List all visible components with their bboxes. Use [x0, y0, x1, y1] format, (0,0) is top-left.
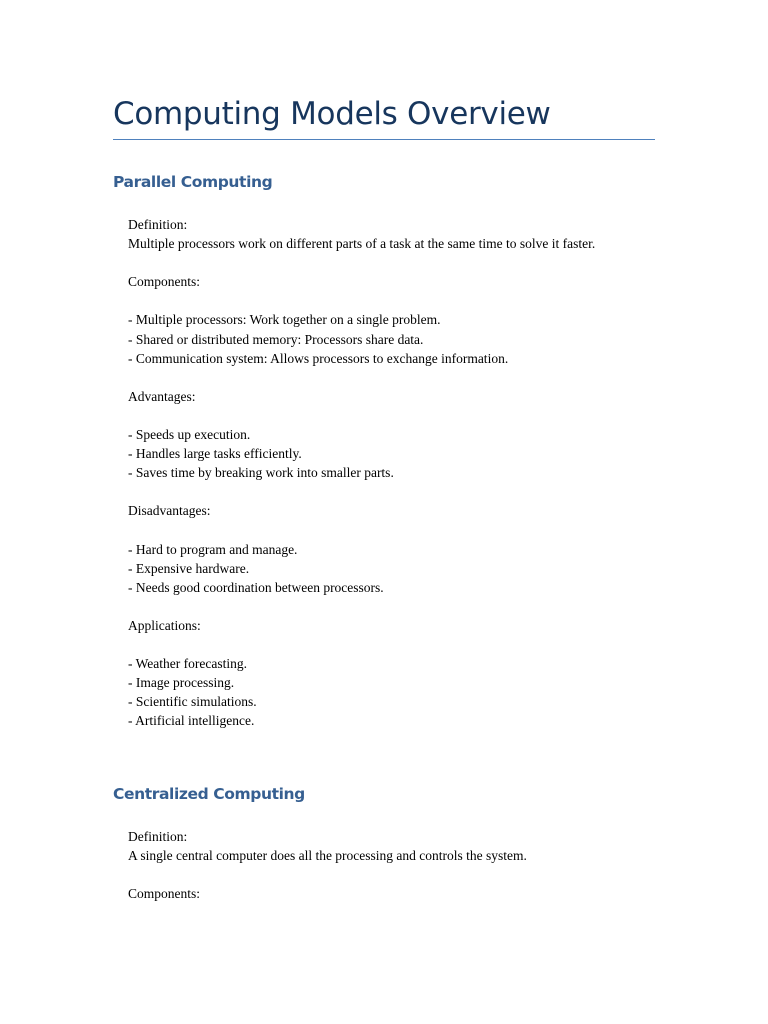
- document-title: Computing Models Overview: [113, 96, 551, 132]
- applications-label: Applications:: [128, 617, 201, 633]
- list-item: - Artificial intelligence.: [128, 713, 255, 729]
- spacer: [128, 406, 595, 425]
- list-item: - Scientific simulations.: [128, 694, 257, 710]
- components-label: Components:: [128, 274, 201, 290]
- definition-label: Definition:: [128, 829, 188, 844]
- list-item: - Communication system: Allows processors to exchange information.: [128, 350, 509, 366]
- components-label: Components:: [128, 886, 201, 902]
- list-item: - Needs good coordination between processors.: [128, 579, 384, 595]
- list-item: - Speeds up execution.: [128, 427, 251, 443]
- list-item: - Handles large tasks efficiently.: [128, 446, 302, 462]
- list-item: - Shared or distributed memory: Processors share data.: [128, 331, 424, 347]
- spacer: [128, 865, 527, 884]
- spacer: [128, 368, 595, 387]
- section-body-centralized-computing: [128, 827, 527, 903]
- list-item: - Hard to program and manage.: [128, 541, 298, 557]
- advantages-label: Advantages:: [128, 388, 196, 404]
- section-body-parallel-computing: [128, 215, 595, 731]
- spacer: [128, 253, 595, 272]
- spacer: [128, 291, 595, 310]
- spacer: [128, 635, 595, 654]
- disadvantages-label: Disadvantages:: [128, 503, 211, 519]
- list-item: - Multiple processors: Work together on a single problem.: [128, 312, 441, 328]
- list-item: - Image processing.: [128, 675, 235, 691]
- list-item: - Expensive hardware.: [128, 560, 250, 576]
- list-item: - Saves time by breaking work into smaller parts.: [128, 465, 394, 481]
- definition-text: A single central computer does all the processing and controls the system.: [128, 848, 527, 864]
- definition-text: Multiple processors work on different parts of a task at the same time to solve it faster.: [128, 236, 596, 252]
- section-heading-parallel-computing: Parallel Computing: [113, 173, 273, 191]
- spacer: [128, 521, 595, 540]
- list-item: - Weather forecasting.: [128, 656, 247, 672]
- spacer: [128, 597, 595, 616]
- definition-label: Definition:: [128, 217, 188, 232]
- title-underline: [113, 139, 655, 140]
- section-heading-centralized-computing: Centralized Computing: [113, 785, 305, 803]
- spacer: [128, 482, 595, 501]
